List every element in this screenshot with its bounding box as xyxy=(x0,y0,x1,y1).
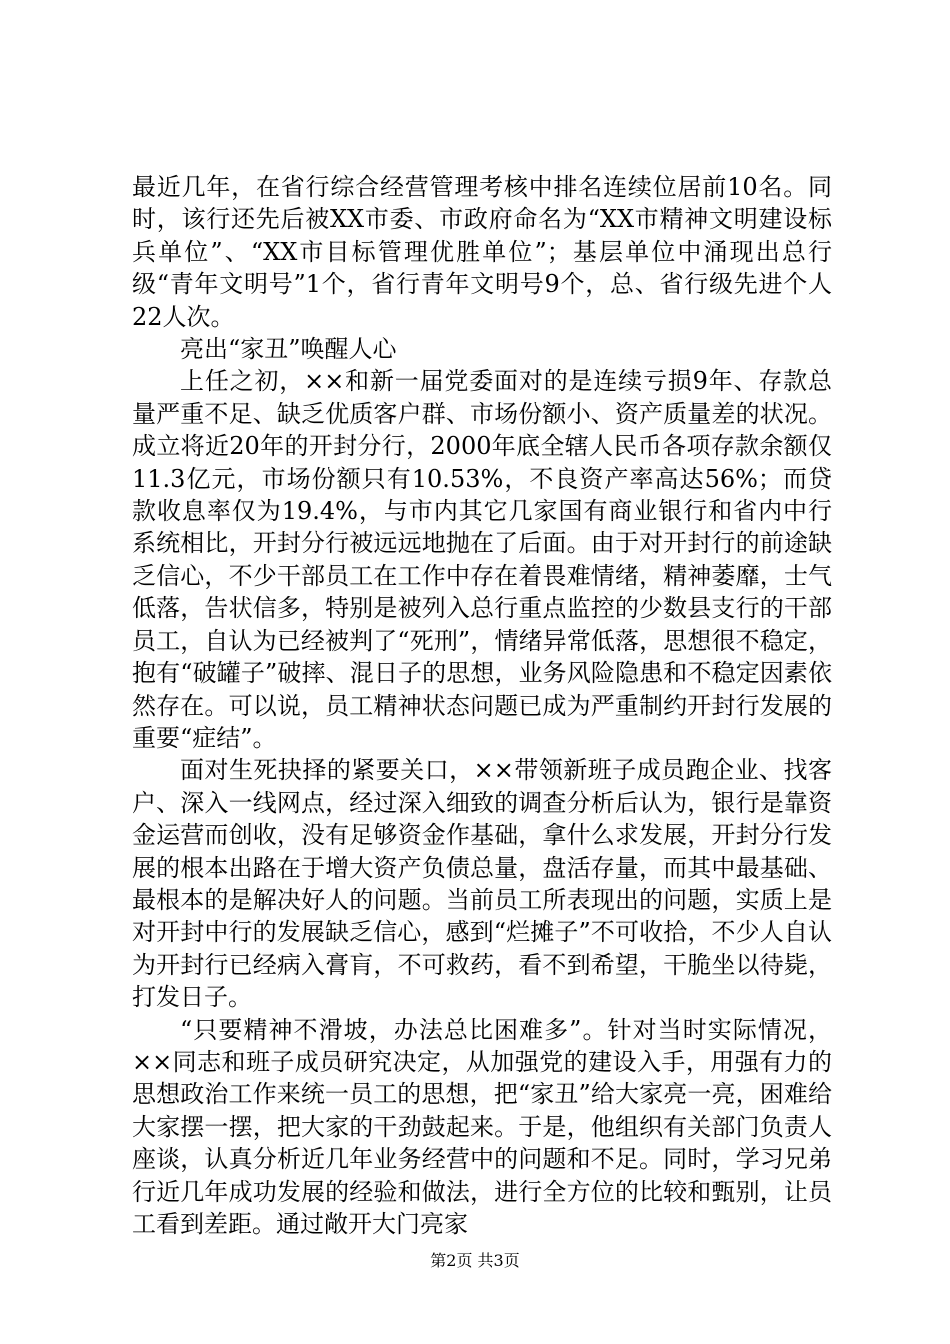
paragraph: “只要精神不滑坡，办法总比困难多”。针对当时实际情况，××同志和班子成员研究决定，从加强党的建设入手，用强有力的思想政治工作来统一员工的思想，把“家丑”给大家亮一亮，困难给大家摆一摆，把大家的干劲鼓起来。于是，他组织有关部门负责人座谈，认真分析近几年业务经营中的问题和不足。同时，学习兄弟行近几年成功发展的经验和做法，进行全方位的比较和甄别，让员工看到差距。通过敞开大门亮家 xyxy=(132,1015,832,1238)
paragraph-continuation: 最近几年，在省行综合经营管理考核中排名连续位居前10名。同时，该行还先后被XX市委、市政府命名为“XX市精神文明建设标兵单位”、“XX市目标管理优胜单位”；基层单位中涌现出总行级“青年文明号”1个，省行青年文明号9个，总、省行级先进个人22人次。 xyxy=(132,173,832,331)
page-number-footer: 第2页 共3页 xyxy=(430,1251,520,1270)
paragraph: 面对生死抉择的紧要关口，××带领新班子成员跑企业、找客户、深入一线网点，经过深入细致的调查分析后认为，银行是靠资金运营而创收，没有足够资金作基础，拿什么求发展，开封分行发展的根本出路在于增大资产负债总量，盘活存量，而其中最基础、最根本的是解决好人的问题。当前员工所表现出的问题，实质上是对开封中行的发展缺乏信心，感到“烂摊子”不可收拾，不少人自认为开封行已经病入膏肓，不可救药，看不到希望，干脆坐以待毙，打发日子。 xyxy=(132,756,832,1012)
document-body xyxy=(132,171,832,1240)
paragraph: 上任之初，××和新一届党委面对的是连续亏损9年、存款总量严重不足、缺乏优质客户群、市场份额小、资产质量差的状况。成立将近20年的开封分行，2000年底全辖人民币各项存款余额仅11.3亿元，市场份额只有10.53%，不良资产率高达56%；而贷款收息率仅为19.4%，与市内其它几家国有商业银行和省内中行系统相比，开封分行被远远地抛在了后面。由于对开封行的前途缺乏信心，不少干部员工在工作中存在着畏难情绪，精神萎靡，士气低落，告状信多，特别是被列入总行重点监控的少数县支行的干部员工，自认为已经被判了“死刑”，情绪异常低落，思想很不稳定，抱有“破罐子”破摔、混日子的思想，业务风险隐患和不稳定因素依然存在。可以说，员工精神状态问题已成为严重制约开封行发展的重要“症结”。 xyxy=(132,367,832,752)
section-heading: 亮出“家丑”唤醒人心 xyxy=(180,335,397,364)
